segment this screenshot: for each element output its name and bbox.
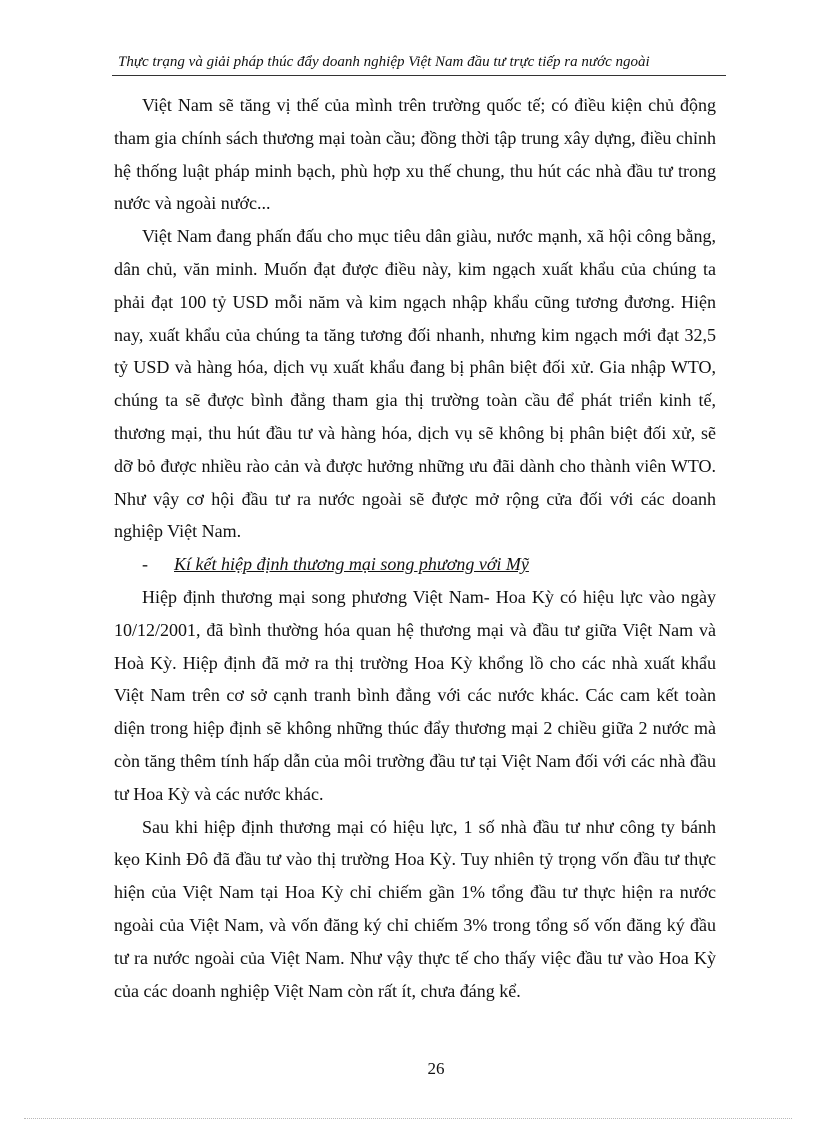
section-heading	[114, 548, 716, 581]
page-number: 26	[427, 1059, 445, 1078]
header-rule	[112, 75, 726, 76]
paragraph: Việt Nam đang phấn đấu cho mục tiêu dân giàu, nước mạnh, xã hội công bằng, dân chủ, văn minh. Muốn đạt được điều này, kim ngạch xuất khẩu của chúng ta phải đạt 100 tỷ USD mỗi năm và kim ngạch nhập khẩu cũng tương đương. Hiện nay, xuất khẩu của chúng ta tăng tương đối nhanh, nhưng kim ngạch mới đạt 32,5 tỷ USD và hàng hóa, dịch vụ xuất khẩu đang bị phân biệt đối xử. Gia nhập WTO, chúng ta sẽ được bình đẳng tham gia thị trường toàn cầu để phát triển kinh tế, thương mại, thu hút đầu tư và hàng hóa, dịch vụ sẽ không bị phân biệt đối xử, sẽ dỡ bỏ được nhiều rào cản và được hưởng những ưu đãi dành cho thành viên WTO. Như vậy cơ hội đầu tư ra nước ngoài sẽ được mở rộng cửa đối với các doanh nghiệp Việt Nam.	[114, 226, 716, 542]
bullet-dash: -	[142, 554, 148, 575]
footer-divider	[24, 1118, 792, 1119]
paragraph: Hiệp định thương mại song phương Việt Nam- Hoa Kỳ có hiệu lực vào ngày 10/12/2001, đã bình thường hóa quan hệ thương mại và đầu tư giữa Việt Nam và Hoà Kỳ. Hiệp định đã mở ra thị trường Hoa Kỳ khổng lồ cho các nhà xuất khẩu Việt Nam trên cơ sở cạnh tranh bình đẳng với các nước khác. Các cam kết toàn diện trong hiệp định sẽ không những thúc đẩy thương mại 2 chiều giữa 2 nước mà còn tăng thêm tính hấp dẫn của môi trường đầu tư tại Việt Nam đối với các nhà đầu tư Hoa Kỳ và các nước khác.	[114, 586, 716, 804]
paragraph: Việt Nam sẽ tăng vị thế của mình trên trường quốc tế; có điều kiện chủ động tham gia chính sách thương mại toàn cầu; đồng thời tập trung xây dựng, điều chỉnh hệ thống luật pháp minh bạch, phù hợp xu thế chung, thu hút các nhà đầu tư trong nước và ngoài nước...	[114, 95, 716, 214]
body-text	[114, 89, 716, 1007]
paragraph: Sau khi hiệp định thương mại có hiệu lực, 1 số nhà đầu tư như công ty bánh kẹo Kinh Đô đã đầu tư vào thị trường Hoa Kỳ. Tuy nhiên tỷ trọng vốn đầu tư thực hiện của Việt Nam tại Hoa Kỳ chỉ chiếm gần 1% tổng đầu tư thực hiện ra nước ngoài của Việt Nam, và vốn đăng ký chỉ chiếm 3% trong tổng số vốn đăng ký đầu tư ra nước ngoài của Việt Nam. Như vậy thực tế cho thấy việc đầu tư vào Hoa Kỳ của các doanh nghiệp Việt Nam còn rất ít, chưa đáng kể.	[114, 816, 716, 1001]
running-header: Thực trạng và giải pháp thúc đẩy doanh nghiệp Việt Nam đầu tư trực tiếp ra nước ngoài	[118, 54, 650, 70]
section-heading-text: Kí kết hiệp định thương mại song phương với Mỹ	[174, 554, 529, 575]
